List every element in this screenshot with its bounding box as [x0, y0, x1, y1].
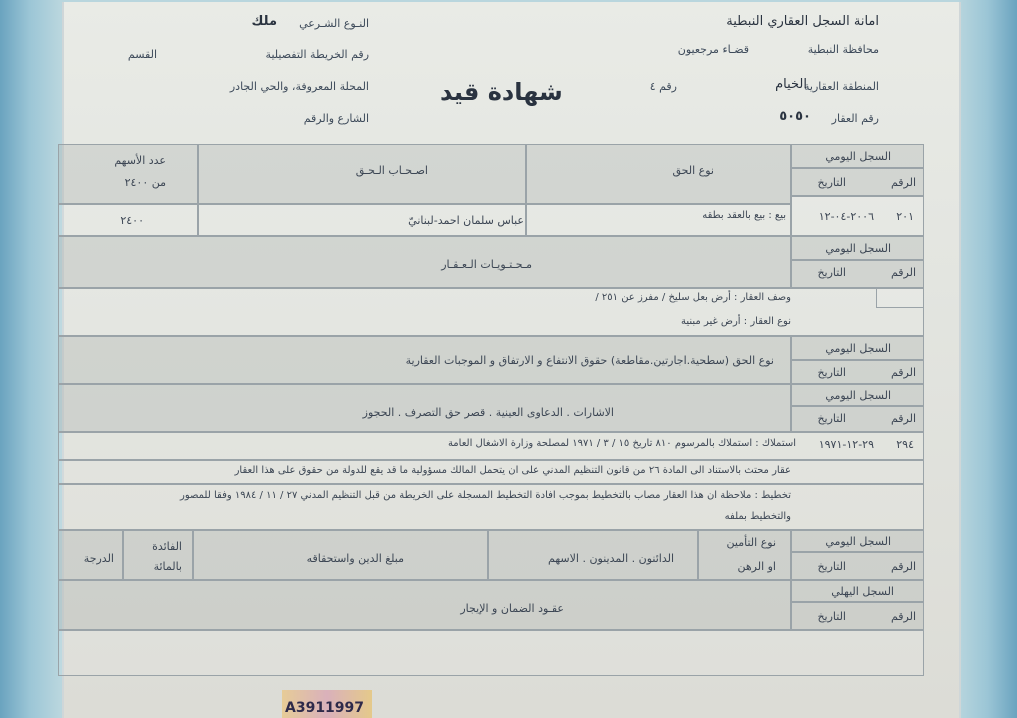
rights-number-header: الرقم: [890, 366, 916, 379]
owners-header: اصـحـاب الـحـق: [355, 164, 428, 177]
rights-date-header: التاريخ: [817, 366, 846, 379]
notes-line-planning: تخطيط : ملاحظة ان هذا العقار مصاب بالتخطيط بموجب افادة التخطيط المسجلة على الخريطة من قبل التنظيم المدني ٢٧ / ١١ / ١٩٨٤ وفقا للمصور: [179, 490, 791, 501]
owner-row-number: ٢٠١: [896, 210, 914, 223]
region-label: المنطقة العقارية: [804, 80, 879, 93]
lease-journal-label: السجل اليهلي: [831, 585, 894, 598]
mortgage-number-header: الرقم: [890, 560, 916, 573]
contents-header: مـحـتـويـات الـعـقـار: [441, 258, 532, 271]
mortgage-date-header: التاريخ: [817, 560, 846, 573]
journal-date-header: التاريخ: [817, 176, 846, 189]
rank-header: الدرجة: [83, 552, 114, 565]
region-value: الخيام: [775, 77, 807, 92]
shares-total: من ٢٤٠٠: [124, 176, 166, 189]
parties-header: الدائنون . المدينون . الاسهم: [548, 552, 674, 565]
rights-header: نوع الحق (سطحية.اجارتين.مقاطعة) حقوق الانتفاع و الارتفاق و الموجبات العقارية: [405, 354, 774, 367]
lease-date-header: التاريخ: [817, 610, 846, 623]
interest-header: الفائدة: [152, 540, 182, 553]
owner-name: عباس سلمان احمد-لبنانيّ: [408, 214, 524, 227]
notes-line-planning-file: والتخطيط بملفه: [724, 511, 791, 522]
property-description: وصف العقار : أرض بعل سليخ / مفرز عن ٢٥١ /: [595, 292, 791, 303]
district-label: قضـاء مرجعيون: [677, 43, 749, 56]
authority-name: امانة السجل العقاري النبطية: [726, 14, 879, 29]
notes-number-header: الرقم: [890, 412, 916, 425]
shares-header: عدد الأسهم: [114, 154, 166, 167]
serial-number: A3911997: [285, 700, 365, 716]
contents-date-header: التاريخ: [817, 266, 846, 279]
owner-row-date: ٢٠٠٦-٠٤-١٢: [818, 210, 874, 223]
page-number-label: رقم ٤: [649, 80, 677, 93]
legal-type-label: النـوع الشـرعي: [299, 17, 369, 30]
debt-amount-header: مبلغ الدين واستحقاقه: [306, 552, 404, 565]
place-label: المحلة المعروفة، والحي الجادر: [229, 80, 369, 93]
percent-header: بالمائة: [153, 560, 182, 573]
property-land-type: نوع العقار : أرض غير مبنية: [681, 316, 791, 327]
notes-line-expropriation: استملاك : استملاك بالمرسوم ٨١٠ تاريخ ١٥ / ٣ / ١٩٧١ لمصلحة وزارة الاشغال العامة: [447, 438, 796, 449]
journal-label: السجل اليومي: [825, 150, 891, 163]
lease-number-header: الرقم: [890, 610, 916, 623]
owner-row-right: بيع : بيع بالعقد بطقه: [702, 210, 786, 221]
document-title: شهادة قيد: [440, 78, 563, 106]
property-number-label: رقم العقار: [831, 112, 879, 125]
legal-type-value: ملك: [251, 14, 277, 29]
map-number-label: رقم الخريطة التفصيلية: [265, 48, 369, 61]
property-number-value: ٥٠٥٠: [779, 109, 811, 124]
notes-row-number: ٢٩٤: [896, 438, 914, 451]
governorate-label: محافظة النبطية: [807, 43, 879, 56]
notes-header: الاشارات . الدعاوى العينية . قصر حق التصرف . الحجوز: [362, 406, 614, 419]
right-type-header: نوع الحق: [672, 164, 714, 177]
street-label: الشارع والرقم: [303, 112, 369, 125]
contents-journal-label: السجل اليومي: [825, 242, 891, 255]
journal-number-header: الرقم: [890, 176, 916, 189]
rights-journal-label: السجل اليومي: [825, 342, 891, 355]
lease-header: عقـود الضمان و الإيجار: [460, 602, 564, 615]
notes-date-header: التاريخ: [817, 412, 846, 425]
insurance-type-header: نوع التأمين: [726, 536, 776, 549]
contents-number-header: الرقم: [890, 266, 916, 279]
owner-shares: ٢٤٠٠: [120, 214, 144, 227]
registry-table: [58, 140, 924, 680]
section-label: القسم: [127, 48, 157, 61]
notes-row-date: ٢٩-١٢-١٩٧١: [818, 438, 874, 451]
notes-journal-label: السجل اليومي: [825, 389, 891, 402]
notes-line-article: عقار محتث بالاستناد الى المادة ٢٦ من قانون التنظيم المدني على ان يتحمل المالك مسؤولية ما قد يقع للدولة من حقوق على هذا العقار: [234, 465, 791, 476]
mortgage-journal-label: السجل اليومي: [825, 535, 891, 548]
or-mortgage-header: او الرهن: [737, 560, 776, 573]
